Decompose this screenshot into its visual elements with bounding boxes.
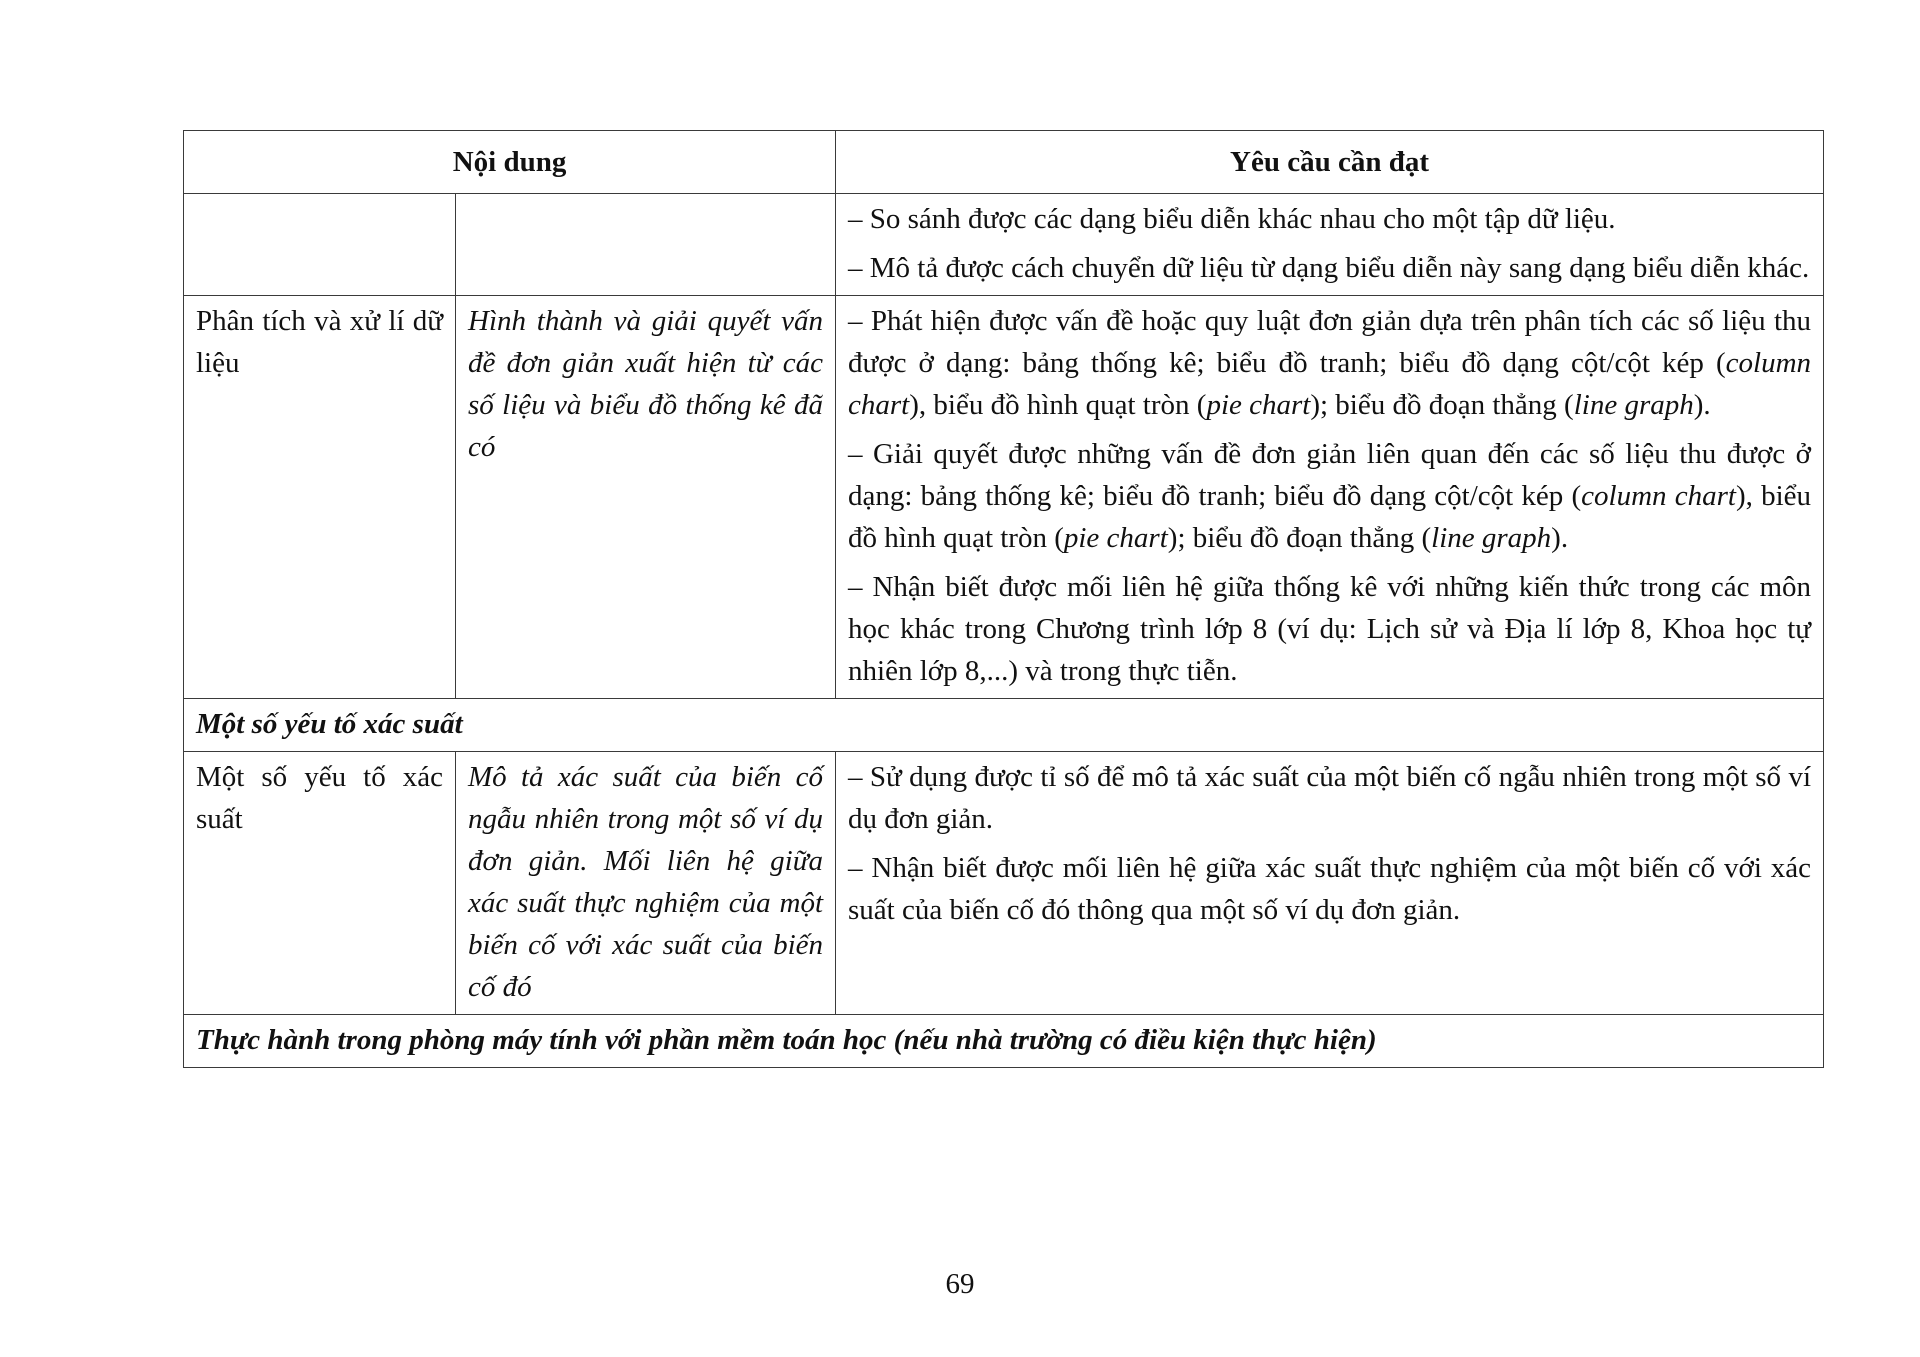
term-italic: line graph [1431,522,1552,554]
text-run: – Giải quyết được những vấn đề đơn giản liên quan đến các số liệu thu được ở dạng: bảng thống kê; biểu đồ tranh; biểu đồ dạng cột/cột kép ( [848,438,1812,512]
requirements-cell [836,296,1824,699]
section-title-practice: Thực hành trong phòng máy tính với phần mềm toán học (nếu nhà trường có điều kiện thực hiện) [184,1015,1824,1068]
requirements-cell [836,752,1824,1015]
text-run: ). [1693,389,1711,421]
section-row [184,1015,1824,1068]
table-row [184,296,1824,699]
detail-cell: Mô tả xác suất của biến cố ngẫu nhiên trong một số ví dụ đơn giản. Mối liên hệ giữa xác suất thực nghiệm của một biến cố với xác suất của biến cố đó [456,752,836,1015]
header-content: Nội dung [184,131,836,194]
table-row [184,194,1824,296]
term-italic: pie chart [1063,522,1168,554]
requirement-item: – Nhận biết được mối liên hệ giữa xác suất thực nghiệm của một biến cố với xác suất của biến cố đó thông qua một số ví dụ đơn giản. [848,852,1812,926]
requirement-item: – Nhận biết được mối liên hệ giữa thống kê với những kiến thức trong các môn học khác trong Chương trình lớp 8 (ví dụ: Lịch sử và Địa lí lớp 8, Khoa học tự nhiên lớp 8,...) và trong thực tiễn. [848,571,1812,687]
text-run: ); biểu đồ đoạn thẳng ( [1167,522,1432,554]
requirements-cell [836,194,1824,296]
topic-cell: Phân tích và xử lí dữ liệu [184,296,456,699]
section-title-probability: Một số yếu tố xác suất [184,699,1824,752]
term-italic: line graph [1573,389,1694,421]
requirement-item: – Mô tả được cách chuyển dữ liệu từ dạng biểu diễn này sang dạng biểu diễn khác. [848,252,1810,284]
curriculum-table [183,130,1824,1068]
text-run: – Phát hiện được vấn đề hoặc quy luật đơn giản dựa trên phân tích các số liệu thu được ở dạng: bảng thống kê; biểu đồ tranh; biểu đồ dạng cột/cột kép ( [848,305,1812,379]
header-requirements: Yêu cầu cần đạt [836,131,1824,194]
empty-detail-cell [456,194,836,296]
empty-topic-cell [184,194,456,296]
requirement-item [848,300,1811,426]
text-run: ), biểu đồ hình quạt tròn ( [909,389,1207,421]
term-italic: column chart [848,347,1812,421]
requirement-item: – So sánh được các dạng biểu diễn khác nhau cho một tập dữ liệu. [848,203,1616,235]
section-row [184,699,1824,752]
text-run: ). [1551,522,1569,554]
text-run: ), biểu đồ hình quạt tròn ( [848,480,1811,554]
table-header-row [184,131,1824,194]
requirement-item [848,433,1811,559]
detail-cell: Hình thành và giải quyết vấn đề đơn giản xuất hiện từ các số liệu và biểu đồ thống kê đã có [456,296,836,699]
table-row [184,752,1824,1015]
text-run: ); biểu đồ đoạn thẳng ( [1310,389,1574,421]
requirement-item: – Sử dụng được tỉ số để mô tả xác suất của một biến cố ngẫu nhiên trong một số ví dụ đơn giản. [848,761,1812,835]
term-italic: pie chart [1206,389,1311,421]
page-number: 69 [945,1268,975,1300]
term-italic: column chart [1581,480,1736,512]
topic-cell: Một số yếu tố xác suất [184,752,456,1015]
